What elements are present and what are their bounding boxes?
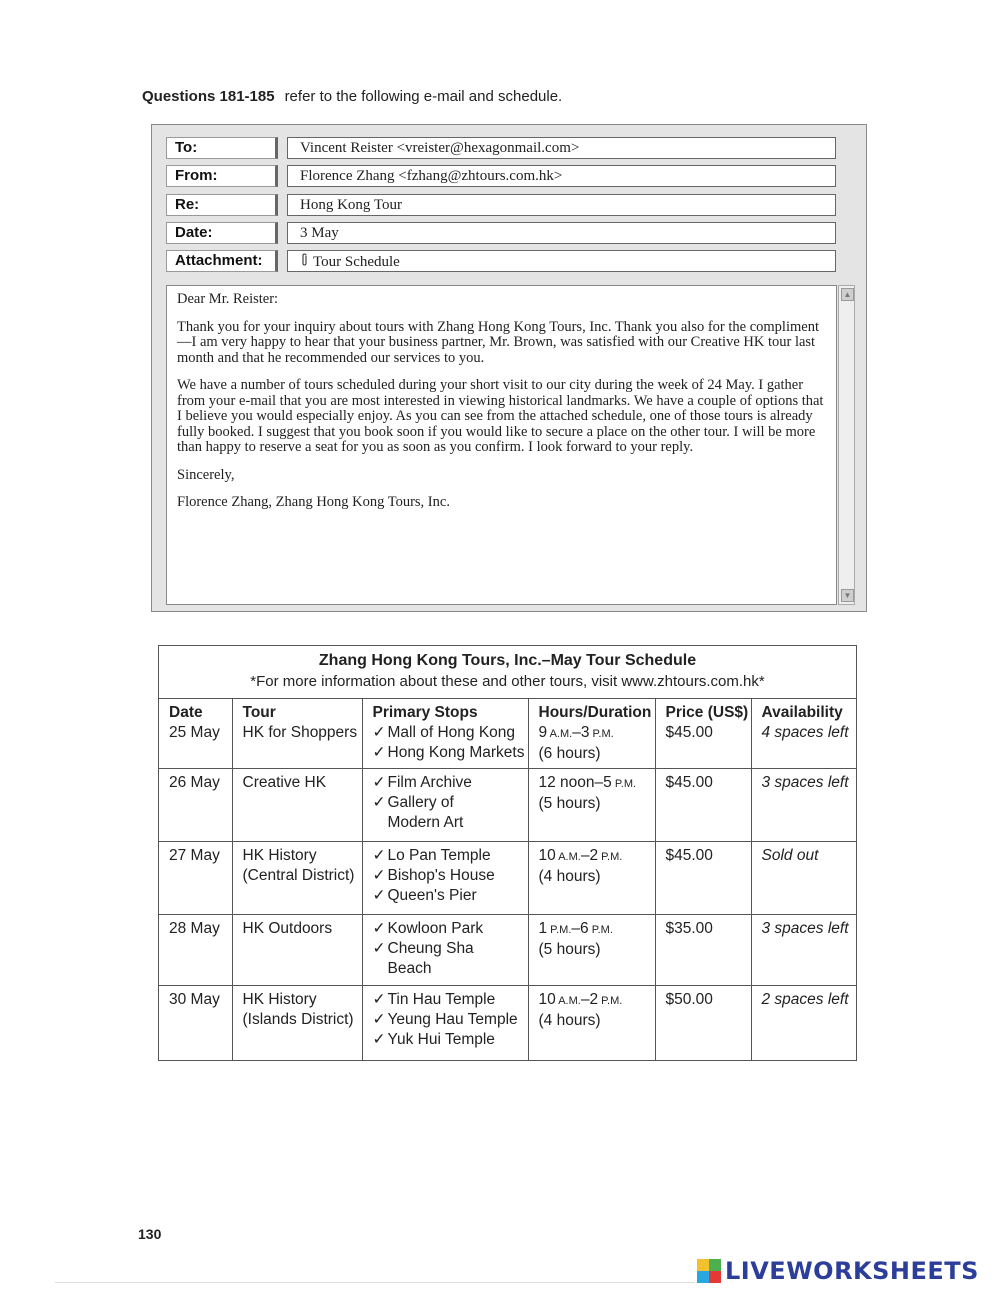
row-price: $35.00 xyxy=(665,920,713,937)
email-paragraph-2: We have a number of tours scheduled during your short visit to our city during the week of 24 May. I gather from your e-mail that you are most interested in viewing historical landmarks. We have a couple of options that I believe you would especially enjoy. As you can see from the attached schedule, one of those tours is already fully booked. I suggest that you book soon if you would like to secure a place on the other tour. I will be more than happy to reserve a seat for you as soon as you confirm. I look forward to your reply. xyxy=(177,377,824,455)
email-header-to xyxy=(166,137,856,161)
intro-line xyxy=(142,88,562,105)
price-cell xyxy=(655,915,751,986)
stop-name: Bishop's House xyxy=(387,867,495,884)
date-cell xyxy=(159,986,232,1061)
stop-item xyxy=(373,1010,528,1030)
availability-cell xyxy=(751,699,856,769)
row-date: 27 May xyxy=(169,847,220,864)
tour-cell xyxy=(232,699,362,769)
attachment-name[interactable]: Tour Schedule xyxy=(313,254,400,270)
stop-item xyxy=(373,723,528,743)
check-icon: ✓ xyxy=(372,794,386,811)
stop-item xyxy=(373,793,528,813)
stop-name: Cheung Sha xyxy=(387,940,474,957)
email-header-attachment xyxy=(166,250,856,274)
logo-icon xyxy=(697,1259,721,1283)
duration: (6 hours) xyxy=(538,745,601,762)
stop-name: Lo Pan Temple xyxy=(387,847,491,864)
logo-square-icon xyxy=(697,1271,709,1283)
logo-square-icon xyxy=(709,1259,721,1271)
email-header-from xyxy=(166,165,856,189)
check-icon: ✓ xyxy=(372,887,386,904)
header-availability: Availability xyxy=(761,704,843,721)
email-scrollbar[interactable] xyxy=(838,285,855,605)
email-signature: Florence Zhang, Zhang Hong Kong Tours, Inc. xyxy=(177,494,450,510)
stop-item xyxy=(373,866,528,886)
check-icon: ✓ xyxy=(372,724,386,741)
time-part: – xyxy=(594,774,604,791)
duration: (5 hours) xyxy=(538,941,601,958)
date-cell xyxy=(159,842,232,915)
email-window xyxy=(151,124,867,612)
duration: (4 hours) xyxy=(538,1012,601,1029)
row-availability: 3 spaces left xyxy=(761,774,849,791)
stop-item xyxy=(373,773,528,793)
time-suffix: P.M. xyxy=(547,924,572,936)
stop-name: Beach xyxy=(387,960,432,977)
email-header-date xyxy=(166,222,856,246)
time-range xyxy=(539,846,655,867)
intro-text: refer to the following e-mail and schedule. xyxy=(284,88,563,105)
check-icon: ✓ xyxy=(372,744,386,761)
date-cell xyxy=(159,915,232,986)
time-range xyxy=(539,919,655,940)
table-row xyxy=(159,699,856,769)
check-icon: ✓ xyxy=(372,867,386,884)
row-availability: 4 spaces left xyxy=(761,724,849,741)
email-salutation: Dear Mr. Reister: xyxy=(177,291,279,307)
header-value-date[interactable]: 3 May xyxy=(287,222,836,244)
stop-name: Mall of Hong Kong xyxy=(387,724,516,741)
liveworksheets-logo[interactable] xyxy=(697,1257,979,1285)
check-icon: ✓ xyxy=(372,774,386,791)
table-row xyxy=(159,769,856,842)
row-price: $45.00 xyxy=(665,774,713,791)
stop-item xyxy=(373,886,528,906)
time-part: – xyxy=(580,991,590,1008)
stop-item xyxy=(373,959,528,979)
hours-cell xyxy=(528,842,655,915)
row-tour: HK History (Central District) xyxy=(242,847,355,884)
time-part: 10 xyxy=(538,847,556,864)
stops-cell xyxy=(362,915,528,986)
stop-name: Hong Kong Markets xyxy=(387,744,525,761)
row-price: $45.00 xyxy=(665,847,713,864)
hours-cell xyxy=(528,986,655,1061)
row-date: 28 May xyxy=(169,920,220,937)
time-suffix: A.M. xyxy=(547,728,573,740)
header-price: Price (US$) xyxy=(665,704,749,721)
availability-cell xyxy=(751,915,856,986)
table-row xyxy=(159,842,856,915)
stops-cell xyxy=(362,769,528,842)
header-value-from[interactable]: Florence Zhang <fzhang@zhtours.com.hk> xyxy=(287,165,836,187)
time-part: 1 xyxy=(538,920,548,937)
schedule-subtitle: *For more information about these and other tours, visit www.zhtours.com.hk* xyxy=(250,673,765,690)
stop-name: Kowloon Park xyxy=(387,920,484,937)
time-suffix: P.M. xyxy=(611,778,637,790)
header-date: Date xyxy=(169,704,203,721)
row-tour: Creative HK xyxy=(242,774,327,791)
date-cell xyxy=(159,699,232,769)
email-paragraph-1: Thank you for your inquiry about tours with Zhang Hong Kong Tours, Inc. Thank you also for the compliment—I am very happy to hear that your business partner, Mr. Brown, was satisfied with our Creative HK tour last month and that he recommended our services to you. xyxy=(177,318,819,366)
availability-cell xyxy=(751,842,856,915)
hours-cell xyxy=(528,699,655,769)
row-price: $50.00 xyxy=(665,991,713,1008)
time-part: 3 xyxy=(580,724,590,741)
stop-name: Tin Hau Temple xyxy=(387,991,496,1008)
email-header-re xyxy=(166,194,856,218)
tour-cell xyxy=(232,842,362,915)
tour-schedule xyxy=(158,645,857,1061)
scroll-down-icon[interactable]: ▼ xyxy=(841,589,854,602)
row-date: 26 May xyxy=(169,774,220,791)
stop-item xyxy=(373,919,528,939)
time-part: – xyxy=(571,920,581,937)
stop-name: Gallery of xyxy=(387,794,454,811)
stops-cell xyxy=(362,986,528,1061)
availability-cell xyxy=(751,986,856,1061)
header-label-to: To: xyxy=(166,137,278,159)
logo-square-icon xyxy=(709,1271,721,1283)
brand-name: LIVEWORKSHEETS xyxy=(725,1257,979,1285)
header-label-attachment: Attachment: xyxy=(166,250,278,272)
stop-name: Modern Art xyxy=(387,814,464,831)
time-part: 12 noon xyxy=(538,774,595,791)
header-label-re: Re: xyxy=(166,194,278,216)
stop-item xyxy=(373,813,528,833)
price-cell xyxy=(655,699,751,769)
check-icon: ✓ xyxy=(372,940,386,957)
stop-item xyxy=(373,939,528,959)
table-row xyxy=(159,915,856,986)
row-availability: Sold out xyxy=(761,847,819,864)
duration: (5 hours) xyxy=(538,795,601,812)
stop-name: Yuk Hui Temple xyxy=(387,1031,495,1048)
tour-cell xyxy=(232,769,362,842)
check-icon: ✓ xyxy=(372,847,386,864)
row-date: 25 May xyxy=(169,724,220,741)
email-closing: Sincerely, xyxy=(177,466,235,483)
stop-item xyxy=(373,743,528,763)
duration: (4 hours) xyxy=(538,868,601,885)
price-cell xyxy=(655,986,751,1061)
stop-item xyxy=(373,846,528,866)
paperclip-icon xyxy=(300,253,309,270)
time-suffix: P.M. xyxy=(598,995,623,1007)
time-suffix: P.M. xyxy=(588,924,613,936)
time-part: – xyxy=(572,724,581,741)
row-availability: 3 spaces left xyxy=(761,920,849,937)
check-icon: ✓ xyxy=(372,920,386,937)
price-cell xyxy=(655,842,751,915)
row-availability: 2 spaces left xyxy=(761,991,849,1008)
check-icon: ✓ xyxy=(372,1011,386,1028)
row-date: 30 May xyxy=(169,991,220,1008)
stop-name: Queen's Pier xyxy=(387,887,477,904)
row-tour: HK History (Islands District) xyxy=(242,991,354,1028)
header-stops: Primary Stops xyxy=(372,704,478,721)
tour-cell xyxy=(232,986,362,1061)
time-part: 5 xyxy=(603,774,612,791)
hours-cell xyxy=(528,915,655,986)
tour-cell xyxy=(232,915,362,986)
availability-cell xyxy=(751,769,856,842)
time-range xyxy=(539,773,655,794)
page-bottom-rule xyxy=(55,1282,695,1283)
time-part: 9 xyxy=(538,724,548,741)
schedule-title: Zhang Hong Kong Tours, Inc.–May Tour Schedule xyxy=(318,652,697,669)
stop-item xyxy=(373,1030,528,1050)
time-part: 10 xyxy=(538,991,556,1008)
time-part: 2 xyxy=(589,991,599,1008)
time-suffix: A.M. xyxy=(555,995,581,1007)
time-range xyxy=(539,723,655,744)
check-icon: ✓ xyxy=(372,1031,386,1048)
header-hours: Hours/Duration xyxy=(538,704,652,721)
stop-item xyxy=(373,990,528,1010)
stops-cell xyxy=(362,842,528,915)
header-tour: Tour xyxy=(242,704,276,721)
hours-cell xyxy=(528,769,655,842)
time-suffix: P.M. xyxy=(589,728,614,740)
time-part: 6 xyxy=(580,920,589,937)
page-number: 130 xyxy=(138,1226,162,1242)
time-suffix: A.M. xyxy=(555,851,581,863)
logo-square-icon xyxy=(697,1259,709,1271)
header-value-to[interactable]: Vincent Reister <vreister@hexagonmail.com> xyxy=(287,137,836,159)
time-range xyxy=(539,990,655,1011)
time-suffix: P.M. xyxy=(598,851,623,863)
date-cell xyxy=(159,769,232,842)
questions-range: Questions 181-185 xyxy=(142,88,275,105)
stop-name: Yeung Hau Temple xyxy=(387,1011,518,1028)
email-body xyxy=(166,285,837,605)
header-value-re[interactable]: Hong Kong Tour xyxy=(287,194,836,216)
row-price: $45.00 xyxy=(665,724,713,741)
price-cell xyxy=(655,769,751,842)
stop-name: Film Archive xyxy=(387,774,472,791)
header-value-attachment[interactable] xyxy=(287,250,836,272)
row-tour: HK for Shoppers xyxy=(242,724,358,741)
time-part: 2 xyxy=(589,847,599,864)
time-part: – xyxy=(580,847,590,864)
check-icon: ✓ xyxy=(372,991,386,1008)
schedule-table xyxy=(159,698,856,1061)
scroll-up-icon[interactable]: ▲ xyxy=(841,288,854,301)
header-label-from: From: xyxy=(166,165,278,187)
row-tour: HK Outdoors xyxy=(242,920,333,937)
header-label-date: Date: xyxy=(166,222,278,244)
stops-cell xyxy=(362,699,528,769)
table-row xyxy=(159,986,856,1061)
